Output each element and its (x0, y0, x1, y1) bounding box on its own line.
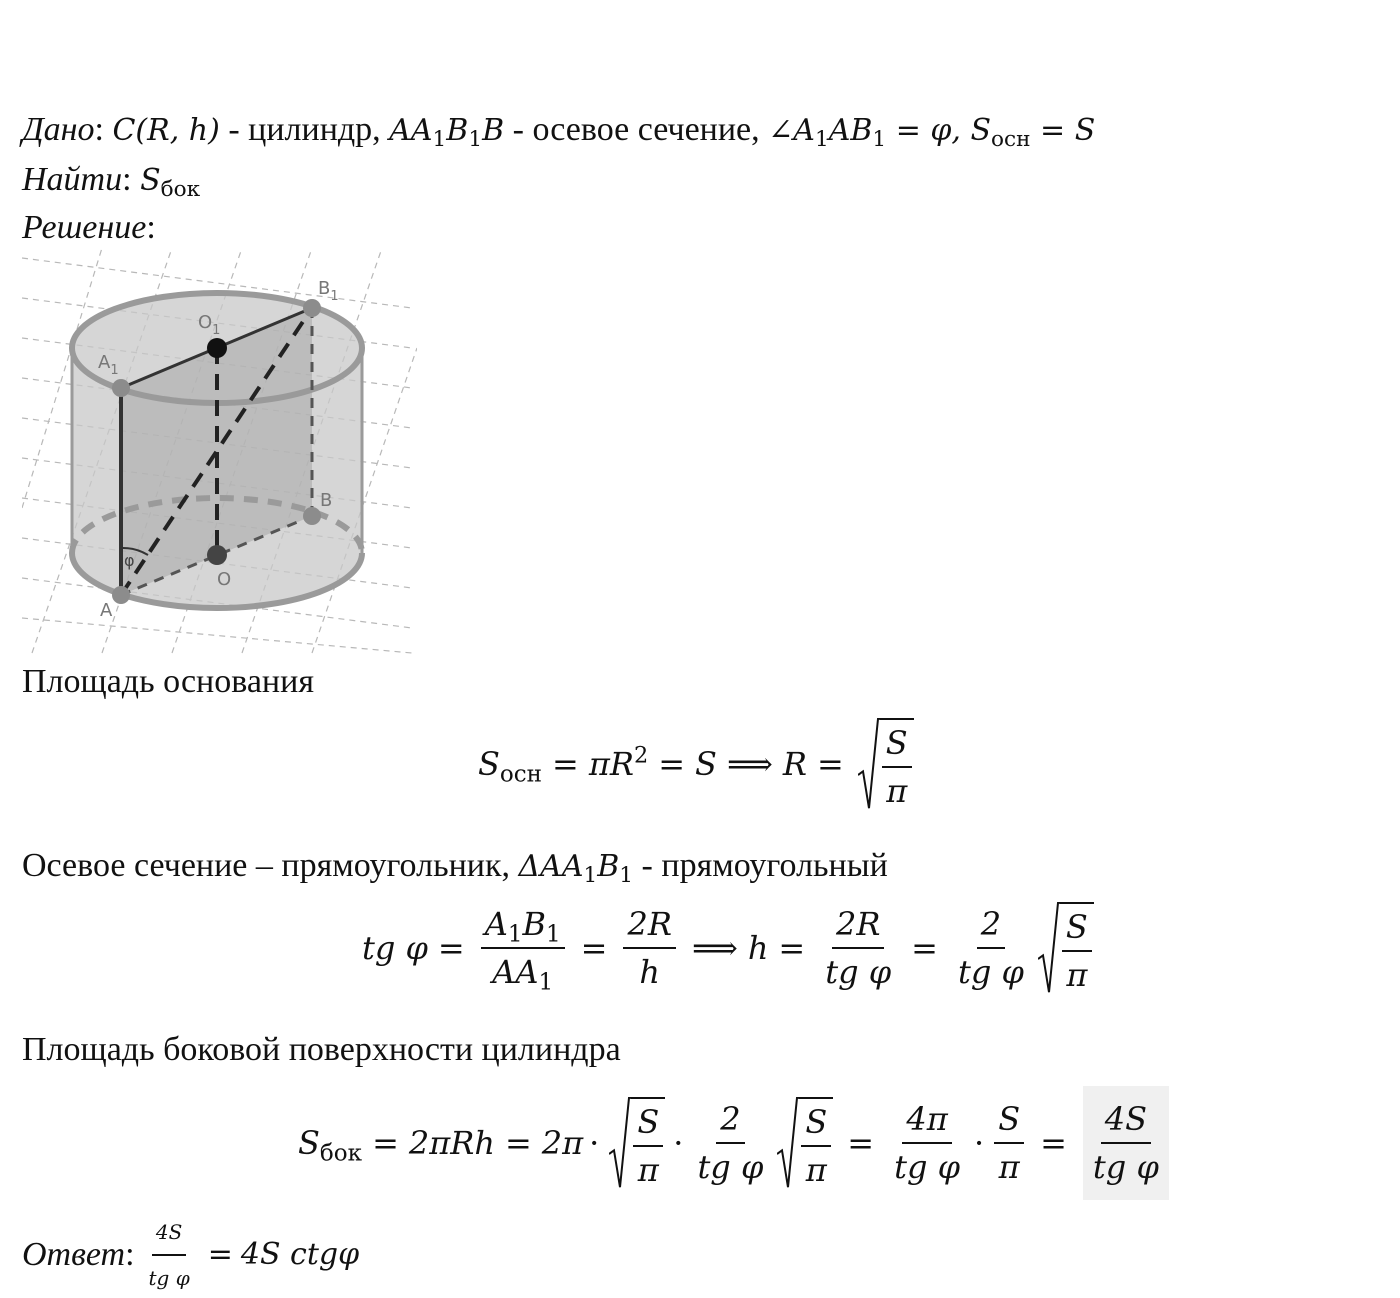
f2-frac-3: $\frac{2R}{\text{tg φ}}$ (825, 905, 892, 991)
cylinder-figure (22, 248, 417, 658)
label-o1: $O_1$ (198, 312, 221, 338)
solution-line: Решение: (22, 209, 156, 246)
point-o (207, 545, 227, 565)
f1-sqrt: $\frac{S}{\pi}$ (858, 718, 914, 810)
angle-condition: $\angle A_1AB_1 = \varphi$, $S_{осн} = S$ (768, 113, 1096, 153)
f1-s-osn: $S_{осн}$ (478, 745, 543, 788)
answer-value: 4S ctgφ (240, 1237, 360, 1272)
solution-label: Решение (22, 209, 147, 246)
formula-height: tg φ = $\frac{A_1B_1}{AA_1}$ = $\frac{2R}{h}$ ⟹ h = $\frac{2R}{\text{tg φ}}$ = $\frac{2}{\text{tg φ}}$ $\frac{S}{\pi}$ (362, 902, 1098, 994)
point-o1 (207, 338, 227, 358)
cylinder-symbol: C (112, 113, 136, 148)
find-value: $S_{бок}$ (140, 163, 201, 203)
section-name: $AA_1B_1B$ (389, 113, 505, 153)
point-a (112, 586, 130, 604)
label-b: B (320, 490, 333, 511)
given-line: Дано: C(R, h) - цилиндр, $AA_1B_1B$ - осевое сечение, $\angle A_1AB_1 = \varphi$, $S_{осн} = S$ (22, 111, 1096, 153)
point-a1 (112, 379, 130, 397)
f2-sqrt: $\frac{S}{\pi}$ (1038, 902, 1094, 994)
answer-label: Ответ (22, 1236, 126, 1273)
f2-frac-1: $\frac{A_1B_1}{AA_1}$ (481, 905, 565, 991)
formula-base-area: $S_{осн}$ = $\pi R^2$ = S ⟹ R = $\frac{S}{\pi}$ (478, 718, 918, 810)
formula-lateral-area: $S_{бок}$ = 2πRh = 2π · $\frac{S}{\pi}$ · $\frac{2}{\text{tg φ}}$ $\frac{S}{\pi}$ = $\frac{4\pi}{\text{tg φ}}$ · $\frac{S}{\pi}$ = $\frac{4S}{\text{tg φ}}$ (298, 1086, 1175, 1200)
given-label: Дано (22, 111, 95, 148)
paragraph-base-area: Площадь основания (22, 663, 314, 700)
label-o: O (217, 569, 232, 590)
label-a1: $A_1$ (98, 352, 119, 378)
paragraph-axial-section: Осевое сечение – прямоугольник, $\Delta AA_1B_1$ - прямоугольный (22, 847, 888, 889)
f3-sqrt-2: $\frac{S}{\pi}$ (777, 1097, 833, 1189)
find-line: Найти: $S_{бок}$ (22, 161, 201, 203)
point-b (303, 507, 321, 525)
label-a: A (100, 600, 113, 621)
label-b1: $B_1$ (318, 278, 339, 304)
f3-sqrt-1: $\frac{S}{\pi}$ (609, 1097, 665, 1189)
cylinder-diagram (22, 248, 417, 658)
answer-line: Ответ : $\frac{4S}{\text{tg φ}}$ = 4S ctgφ (22, 1212, 359, 1298)
find-label: Найти (22, 161, 123, 198)
f2-frac-4: $\frac{2}{\text{tg φ}}$ (957, 905, 1024, 991)
paragraph-lateral-area: Площадь боковой поверхности цилиндра (22, 1031, 621, 1068)
label-phi: φ (124, 551, 135, 570)
f2-frac-2: $\frac{2R}{h}$ (623, 905, 675, 991)
point-b1 (303, 299, 321, 317)
f3-result-highlight: $\frac{4S}{\text{tg φ}}$ (1083, 1086, 1169, 1200)
